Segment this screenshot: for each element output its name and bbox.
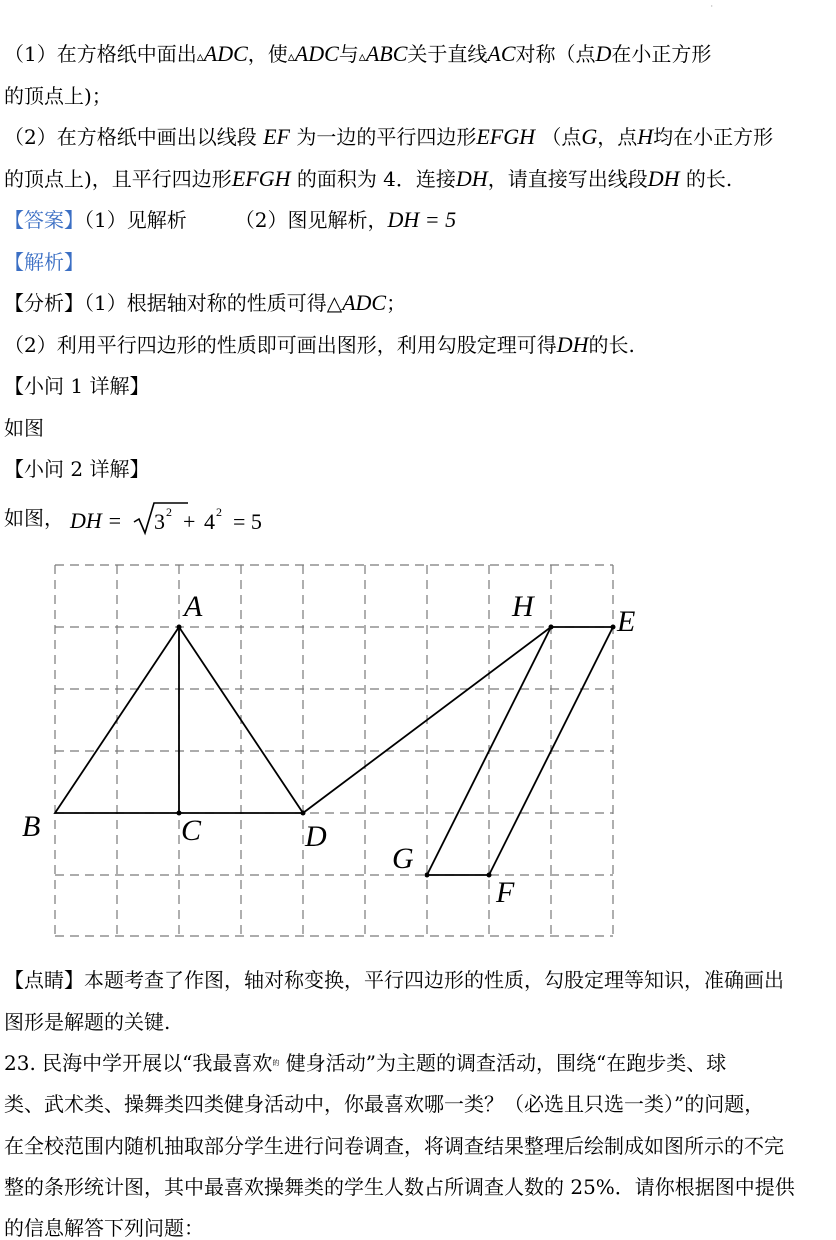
q2-line2: 的顶点上)，且平行四边形EFGH 的面积为 4．连接DH，请直接写出线段DH 的长. (4, 166, 733, 191)
point-label-h: H (512, 590, 534, 623)
sub2-body: 如图， (4, 506, 64, 530)
grid-figure (0, 548, 836, 958)
corner-mark: · (710, 2, 713, 11)
fenxi-line1: 【分析】（1）根据轴对称的性质可得△ADC； (4, 290, 407, 315)
point-label-e: E (617, 605, 636, 638)
point-label-f: F (496, 876, 515, 909)
q1-line2: 的顶点上)； (4, 84, 112, 108)
sub2-title: 【小问 2 详解】 (4, 457, 150, 481)
q23-line2: 类、武术类、操舞类四类健身活动中，你最喜欢哪一类？（必选且只选一类）”的问题， (4, 1092, 765, 1116)
segment-dh (303, 627, 551, 813)
q1-line1: （1）在方格纸中面出▵ADC，使▵ADC与▵ABC关于直线AC对称（点D在小正方形 (4, 41, 712, 66)
dianjing-line2: 图形是解题的关键. (4, 1010, 171, 1034)
point-label-b: B (22, 810, 41, 843)
sub1-title: 【小问 1 详解】 (4, 374, 150, 398)
q2-line1: （2）在方格纸中画出以线段 EF 为一边的平行四边形EFGH （点G，点H均在小正方形 (4, 124, 774, 149)
answer-line: 【答案】（1）见解析 （2）图见解析，DH = 5 (4, 207, 457, 232)
point-label-c: C (181, 814, 202, 847)
point-label-a: A (184, 590, 203, 623)
analysis-tag: 【解析】 (4, 250, 84, 274)
fenxi-line2: （2）利用平行四边形的性质即可画出图形，利用勾股定理可得DH的长. (4, 332, 635, 357)
answer-tag: 【答案】 (4, 208, 84, 232)
q23-line5: 的信息解答下列问题： (4, 1216, 204, 1240)
sub1-body: 如图 (4, 416, 44, 440)
q23-line4: 整的条形统计图，其中最喜欢操舞类的学生人数占所调查人数的 25%．请你根据图中提供 (4, 1175, 795, 1199)
grid-svg (0, 548, 836, 958)
q23-line3: 在全校范围内随机抽取部分学生进行问卷调查，将调查结果整理后绘制成如图所示的不完 (4, 1134, 784, 1158)
point-label-d: D (305, 820, 327, 853)
point-label-g: G (392, 842, 414, 875)
q23-line1: 23. 民海中学开展以“我最喜欢$^的$ 健身活动”为主题的调查活动，围绕“在跑步类、球 (4, 1051, 727, 1075)
dianjing-line1: 【点睛】本题考查了作图，轴对称变换，平行四边形的性质，勾股定理等知识，准确画出 (4, 968, 784, 992)
